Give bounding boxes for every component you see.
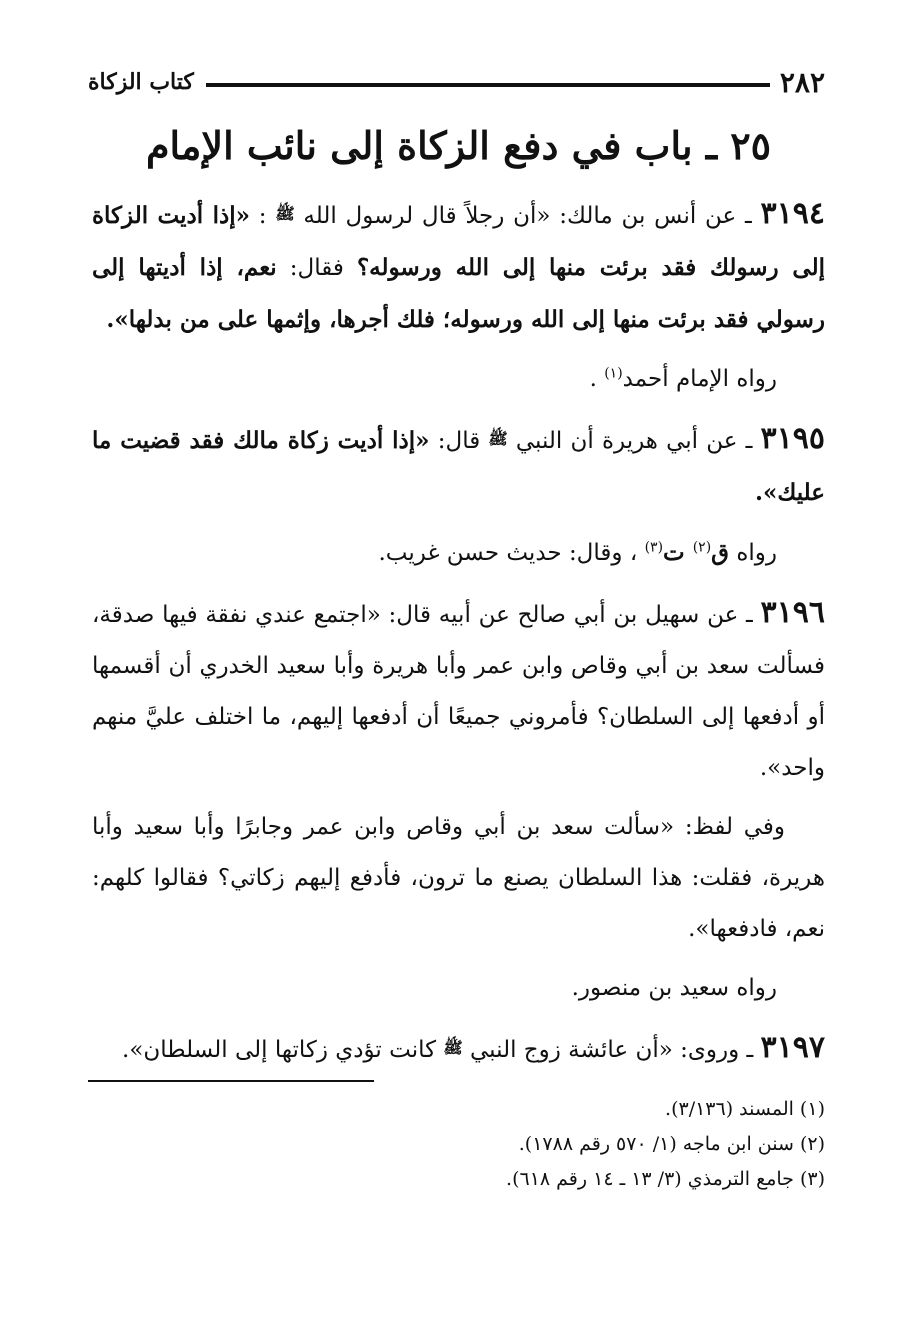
hadith-3196-source: رواه سعيد بن منصور. — [571, 975, 777, 1001]
footnotes — [92, 1092, 825, 1197]
source-end: . — [589, 366, 605, 392]
page-number: ٢٨٢ — [779, 65, 825, 99]
hadith-lead-end: : — [250, 203, 276, 229]
hadith-3197 — [92, 1022, 825, 1076]
hadith-number: ٣١٩٦ — [760, 595, 825, 630]
hadith-3196-variant: وفي لفظ: «سألت سعد بن أبي وقاص وابن عمر وجابرًا وأبا سعيد وأبا هريرة، فقلت: هذا السلطان يصنع ما ترون، فأدفع إليهم زكاتي؟ فقالوا كلهم: نعم، فادفعها». — [92, 814, 825, 942]
source-text: رواه الإمام أحمد — [622, 366, 777, 392]
hadith-3194 — [92, 188, 825, 346]
running-head — [88, 62, 825, 102]
footnote-rule — [88, 1080, 374, 1082]
chapter-title: ٢٥ ـ باب في دفع الزكاة إلى نائب الإمام — [145, 123, 772, 168]
hadith-quote-answer: نعم، إذا أديتها إلى رسولي فقد برئت منها إلى الله ورسوله؛ فلك أجرها، وإثمها على من بدلها». — [92, 254, 825, 333]
source-symbol-qaf: ق — [711, 539, 730, 566]
hadith-quote: «إذا أديت الزكاة إلى رسولك فقد برئت منها إلى الله ورسوله؟ — [92, 202, 825, 281]
footnote-1: (١) المسند (٣/١٣٦). — [665, 1098, 825, 1120]
hadith-lead-end: قال: — [429, 428, 489, 454]
hadith-body — [92, 188, 825, 1084]
hadith-number: ٣١٩٥ — [760, 421, 825, 456]
hadith-text: ـ عن سهيل بن أبي صالح عن أبيه قال: «اجتمع عندي نفقة فيها صدقة، فسألت سعد بن أبي وقاص وابن عمر وأبا هريرة وأبا سعيد الخدري أن أقسمها أو أدفعها إلى السلطان؟ فأمروني جميعًا أن أدفعها إليهم، ما اختلف عليَّ منهم واحد». — [92, 602, 825, 781]
hadith-3194-source — [92, 354, 825, 405]
header-rule — [206, 83, 770, 87]
hadith-lead: ـ وروى: «أن عائشة زوج النبي — [462, 1037, 761, 1063]
footnote-2: (٢) سنن ابن ماجه (١/ ٥٧٠ رقم ١٧٨٨). — [518, 1133, 825, 1155]
hadith-number: ٣١٩٤ — [760, 196, 825, 231]
hadith-rest: كانت تؤدي زكاتها إلى السلطان». — [122, 1037, 444, 1063]
source-symbol-ta: ت — [663, 539, 693, 566]
source-end: ، وقال: حديث حسن غريب. — [378, 540, 645, 566]
footnote-ref-2: (٢) — [692, 539, 712, 556]
salawat-ligature: ﷺ — [488, 429, 508, 448]
hadith-quote: «إذا أديت زكاة مالك فقد قضيت ما عليك». — [92, 427, 825, 506]
salawat-ligature: ﷺ — [275, 204, 295, 223]
hadith-lead: ـ عن أبي هريرة أن النبي — [507, 428, 761, 454]
book-title: كتاب الزكاة — [88, 69, 194, 95]
hadith-3195-source — [92, 527, 825, 579]
footnote-ref-3: (٣) — [644, 539, 664, 556]
footnote-ref-1: (١) — [604, 365, 623, 382]
footnote-3: (٣) جامع الترمذي (٣/ ١٣ ـ ١٤ رقم ٦١٨). — [506, 1168, 825, 1190]
salawat-ligature: ﷺ — [443, 1038, 463, 1057]
hadith-lead: ـ عن أنس بن مالك: «أن رجلاً قال لرسول الله — [294, 203, 761, 229]
hadith-3195 — [92, 413, 825, 519]
hadith-3196 — [92, 587, 825, 794]
hadith-number: ٣١٩٧ — [760, 1030, 825, 1065]
hadith-mid: فقال: — [276, 255, 357, 281]
source-pre: رواه — [729, 540, 777, 566]
